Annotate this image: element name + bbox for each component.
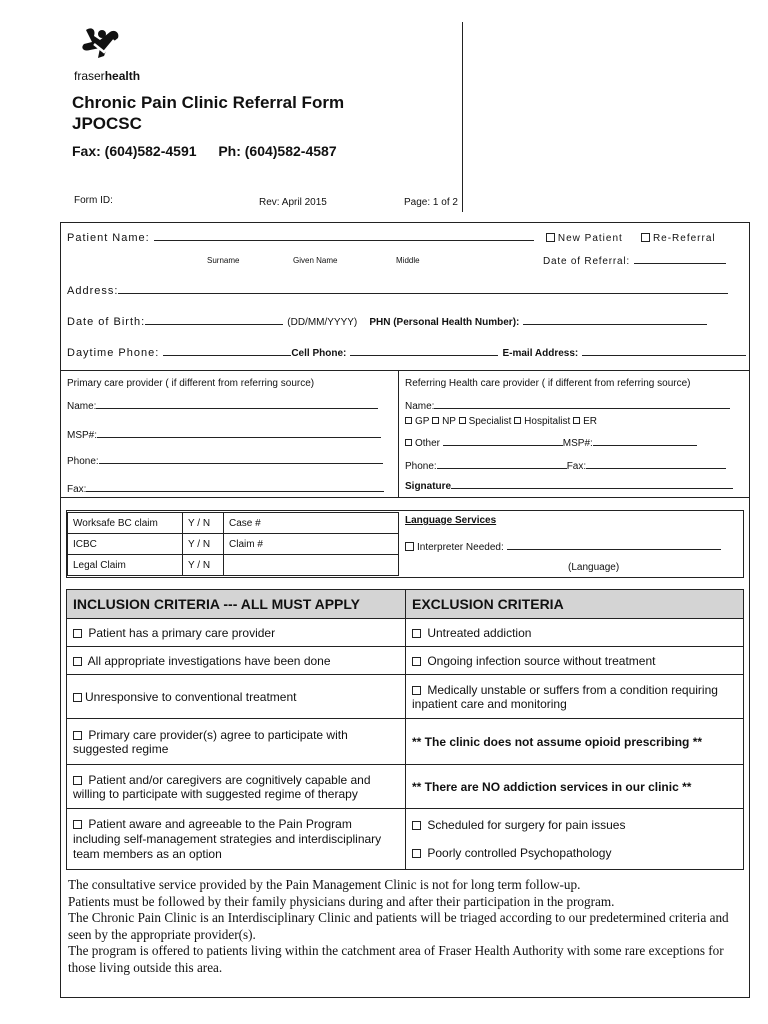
- hospitalist-label: Hospitalist: [524, 416, 571, 427]
- given-name-caption: Given Name: [293, 256, 338, 265]
- other-label: Other: [415, 438, 441, 449]
- criteria-header-row: [67, 590, 744, 619]
- exclusion-item: Untreated addiction: [427, 625, 532, 640]
- table-row: [67, 675, 744, 719]
- specialist-checkbox[interactable]: [459, 417, 466, 424]
- exclusion-heading: EXCLUSION CRITERIA: [406, 590, 744, 619]
- np-checkbox[interactable]: [432, 417, 439, 424]
- cell-phone-field[interactable]: [350, 345, 498, 356]
- inclusion-heading: INCLUSION CRITERIA --- ALL MUST APPLY: [67, 590, 406, 619]
- inclusion-checkbox[interactable]: [73, 820, 82, 829]
- dob-label: Date of Birth:: [67, 316, 146, 328]
- exclusion-checkbox[interactable]: [412, 849, 421, 858]
- gp-checkbox[interactable]: [405, 417, 412, 424]
- footer-notes: [68, 877, 740, 976]
- language-services-heading: Language Services: [405, 515, 497, 526]
- primary-msp-label: MSP#:: [67, 430, 98, 441]
- claim-extra[interactable]: Case #: [224, 513, 399, 534]
- opioid-notice: ** The clinic does not assume opioid prescribing **: [406, 719, 744, 765]
- referring-name-label: Name:: [405, 401, 435, 412]
- np-label: NP: [442, 416, 456, 427]
- primary-fax-label: Fax:: [67, 484, 87, 495]
- inclusion-item: Primary care provider(s) agree to participate with suggested regime: [73, 727, 348, 756]
- table-row: [68, 513, 399, 534]
- hospitalist-checkbox[interactable]: [514, 417, 521, 424]
- referring-fax-field[interactable]: [586, 458, 726, 469]
- criteria-table: [66, 589, 744, 870]
- primary-name-field[interactable]: [96, 398, 378, 409]
- exclusion-item: Scheduled for surgery for pain issues: [427, 818, 626, 832]
- daytime-phone-label: Daytime Phone:: [67, 347, 160, 359]
- exclusion-checkbox[interactable]: [412, 657, 421, 666]
- fax-number: Fax: (604)582-4591: [72, 143, 197, 159]
- table-row: [68, 534, 399, 555]
- referring-phone-label: Phone:: [405, 461, 437, 472]
- table-row: [67, 619, 744, 647]
- claim-yn[interactable]: Y / N: [183, 513, 224, 534]
- other-checkbox[interactable]: [405, 439, 412, 446]
- email-field[interactable]: [582, 345, 746, 356]
- primary-msp-field[interactable]: [97, 427, 381, 438]
- claim-yn[interactable]: Y / N: [183, 555, 224, 576]
- surname-caption: Surname: [207, 256, 240, 265]
- er-checkbox[interactable]: [573, 417, 580, 424]
- referring-msp-label: MSP#:: [562, 438, 593, 449]
- middle-caption: Middle: [396, 256, 420, 265]
- daytime-phone-field[interactable]: [163, 345, 291, 356]
- phn-label: PHN (Personal Health Number):: [369, 317, 520, 328]
- exclusion-checkbox[interactable]: [412, 686, 421, 695]
- inclusion-checkbox[interactable]: [73, 693, 82, 702]
- inclusion-checkbox[interactable]: [73, 657, 82, 666]
- addiction-notice: ** There are NO addiction services in our clinic **: [406, 765, 744, 809]
- signature-label: Signature: [405, 481, 452, 492]
- footer-line: The program is offered to patients living within the catchment area of Fraser Health Authority with some rare exceptions for those living outside this area.: [68, 943, 724, 975]
- dob-field[interactable]: [145, 314, 283, 325]
- referral-date-label: Date of Referral:: [543, 256, 630, 267]
- form-code: JPOCSC: [72, 114, 142, 133]
- header-divider: [462, 22, 463, 212]
- inclusion-checkbox[interactable]: [73, 776, 82, 785]
- new-patient-label: New Patient: [557, 233, 623, 244]
- patient-name-field[interactable]: [154, 230, 534, 241]
- referring-fax-label: Fax:: [566, 461, 587, 472]
- table-row: [67, 647, 744, 675]
- re-referral-label: Re-Referral: [652, 233, 716, 244]
- logo-text-light: fraser: [74, 69, 105, 83]
- page-number: Page: 1 of 2: [404, 197, 458, 208]
- specialist-label: Specialist: [468, 416, 512, 427]
- table-row: [68, 555, 399, 576]
- gp-label: GP: [415, 416, 430, 427]
- exclusion-item: Medically unstable or suffers from a condition requiring inpatient care and monitoring: [412, 682, 718, 711]
- new-patient-checkbox[interactable]: [546, 233, 555, 242]
- email-label: E-mail Address:: [502, 348, 579, 359]
- referring-phone-field[interactable]: [437, 458, 567, 469]
- claims-table: [67, 512, 399, 576]
- address-field[interactable]: [118, 283, 728, 294]
- exclusion-item: Poorly controlled Psychopathology: [427, 846, 612, 860]
- inclusion-item: Patient and/or caregivers are cognitively capable and willing to participate with suggested regime of therapy: [73, 772, 371, 801]
- re-referral-checkbox[interactable]: [641, 233, 650, 242]
- inclusion-item: Patient has a primary care provider: [88, 625, 276, 640]
- claim-extra[interactable]: [224, 555, 399, 576]
- claim-label: ICBC: [68, 534, 183, 555]
- footer-line: The consultative service provided by the Pain Management Clinic is not for long term follow-up.: [68, 877, 581, 892]
- provider-section-top: [60, 370, 750, 371]
- claim-extra[interactable]: Claim #: [224, 534, 399, 555]
- exclusion-checkbox[interactable]: [412, 629, 421, 638]
- claim-label: Worksafe BC claim: [68, 513, 183, 534]
- footer-line: The Chronic Pain Clinic is an Interdisciplinary Clinic and patients will be triaged according to our predetermined criteria and seen by the appropriate provider(s).: [68, 910, 729, 942]
- table-row: [67, 809, 744, 870]
- provider-divider: [398, 370, 399, 498]
- provider-section-bottom: [60, 497, 750, 498]
- exclusion-checkbox[interactable]: [412, 821, 421, 830]
- claim-yn[interactable]: Y / N: [183, 534, 224, 555]
- revision-label: Rev: April 2015: [259, 197, 327, 208]
- er-label: ER: [583, 416, 597, 427]
- interpreter-language-field[interactable]: [507, 539, 721, 550]
- referring-msp-field[interactable]: [593, 435, 697, 446]
- inclusion-checkbox[interactable]: [73, 731, 82, 740]
- language-caption: (Language): [568, 562, 620, 573]
- primary-phone-label: Phone:: [67, 456, 99, 467]
- form-id-label: Form ID:: [74, 195, 113, 206]
- cell-phone-label: Cell Phone:: [291, 348, 347, 359]
- referral-date-field[interactable]: [634, 253, 726, 264]
- form-title: Chronic Pain Clinic Referral Form: [72, 93, 345, 112]
- primary-phone-field[interactable]: [99, 453, 383, 464]
- inclusion-checkbox[interactable]: [73, 629, 82, 638]
- primary-provider-heading: Primary care provider ( if different from referring source): [67, 378, 315, 389]
- signature-field[interactable]: [451, 478, 733, 489]
- interpreter-label: Interpreter Needed:: [417, 542, 504, 553]
- inclusion-item: Patient aware and agreeable to the Pain Program including self-management strategies and interdisciplinary team members as an option: [73, 816, 382, 861]
- dob-format: (DD/MM/YYYY): [287, 317, 358, 328]
- fraser-health-logo: [74, 26, 141, 83]
- exclusion-item: Ongoing infection source without treatment: [427, 653, 656, 668]
- interpreter-checkbox[interactable]: [405, 542, 414, 551]
- address-label: Address:: [67, 285, 119, 297]
- inclusion-item: All appropriate investigations have been done: [87, 653, 331, 668]
- other-field[interactable]: [443, 435, 563, 446]
- phone-number: Ph: (604)582-4587: [218, 143, 337, 159]
- primary-name-label: Name:: [67, 401, 97, 412]
- referring-name-field[interactable]: [434, 398, 730, 409]
- logo-figure-icon: [74, 26, 134, 62]
- phn-field[interactable]: [523, 314, 707, 325]
- referring-provider-heading: Referring Health care provider ( if different from referring source): [405, 378, 691, 389]
- inclusion-item: Unresponsive to conventional treatment: [85, 689, 297, 704]
- claim-label: Legal Claim: [68, 555, 183, 576]
- table-row: [67, 765, 744, 809]
- patient-name-label: Patient Name:: [67, 232, 150, 244]
- footer-line: Patients must be followed by their family physicians during and after their participation in the program.: [68, 893, 615, 909]
- primary-fax-field[interactable]: [86, 481, 384, 492]
- logo-text-bold: health: [104, 69, 141, 83]
- table-row: [67, 719, 744, 765]
